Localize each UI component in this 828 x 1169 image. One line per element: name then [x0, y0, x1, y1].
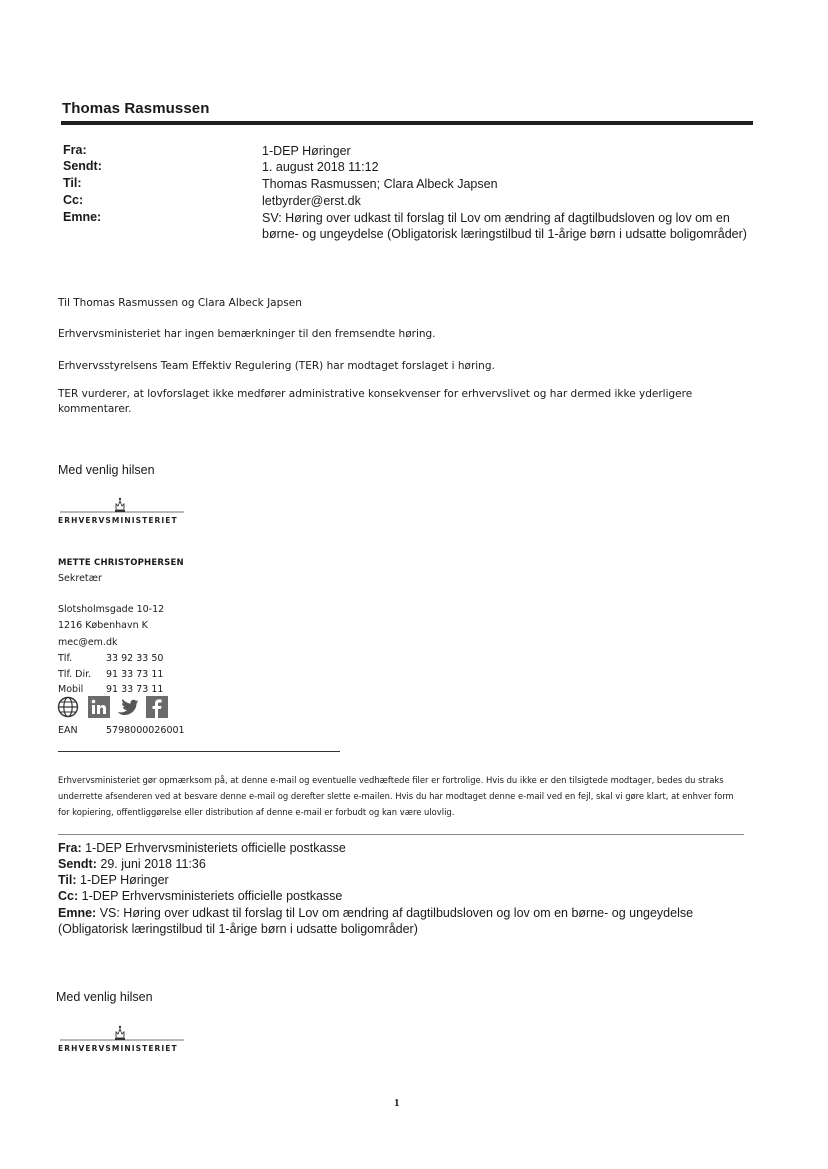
from-label: Fra: — [63, 143, 87, 157]
cc-value: letbyrder@erst.dk — [262, 194, 361, 208]
fwd-sent-label: Sendt: — [58, 857, 97, 871]
signature-role: Sekretær — [58, 573, 102, 584]
ministry-logo — [58, 1022, 188, 1058]
document-title: Thomas Rasmussen — [62, 100, 210, 117]
to-label: Til: — [63, 176, 82, 190]
fwd-to-label: Til: — [58, 873, 77, 887]
fwd-from-line — [58, 841, 346, 857]
signature-street: Slotsholmsgade 10-12 — [58, 604, 165, 615]
title-rule — [61, 121, 753, 125]
subject-value: SV: Høring over udkast til forslag til Lov om ændring af dagtilbudsloven og lov om en børne- og ungeydelse (Obligatorisk læringstilbud til 1-årige børn i udsatte boligområder) — [262, 211, 747, 241]
salutation: Til Thomas Rasmussen og Clara Albeck Japsen — [58, 297, 302, 309]
fwd-sent-value: 29. juni 2018 11:36 — [100, 857, 206, 871]
signature-email[interactable]: mec@em.dk — [58, 637, 118, 648]
ean-label: EAN — [58, 725, 78, 736]
sent-value: 1. august 2018 11:12 — [262, 160, 379, 174]
fwd-to-value: 1-DEP Høringer — [80, 873, 169, 887]
thread-separator — [58, 834, 744, 835]
signature-name: METTE CHRISTOPHERSEN — [58, 558, 184, 568]
crown-icon — [58, 494, 188, 516]
closing-greeting: Med venlig hilsen — [56, 990, 153, 1004]
phone-value: 33 92 33 50 — [106, 653, 164, 664]
fwd-from-label: Fra: — [58, 841, 82, 855]
page-number: 1 — [394, 1097, 400, 1109]
fwd-subject-line — [58, 906, 748, 937]
from-value: 1-DEP Høringer — [262, 144, 351, 158]
fwd-cc-label: Cc: — [58, 889, 79, 903]
body-paragraph: Erhvervsstyrelsens Team Effektiv Regulering (TER) har modtaget forslaget i høring. — [58, 360, 495, 372]
body-paragraph: TER vurderer, at lovforslaget ikke medfører administrative konsekvenser for erhvervslivet og har dermed ikke yderligere kommentarer. — [58, 388, 693, 415]
ean-value: 5798000026001 — [106, 725, 185, 736]
phone-direct-label: Tlf. Dir. — [58, 669, 92, 680]
fwd-cc-value: 1-DEP Erhvervsministeriets officielle postkasse — [81, 889, 343, 903]
fwd-sent-line — [58, 857, 206, 873]
sent-label: Sendt: — [63, 159, 102, 173]
signature-city: 1216 København K — [58, 620, 148, 631]
mobile-value: 91 33 73 11 — [106, 684, 164, 695]
facebook-icon[interactable] — [146, 696, 168, 718]
closing-greeting: Med venlig hilsen — [58, 463, 155, 477]
fwd-from-value: 1-DEP Erhvervsministeriets officielle postkasse — [85, 841, 346, 855]
twitter-icon[interactable] — [116, 696, 138, 718]
ministry-logo — [58, 494, 188, 530]
fwd-cc-line — [58, 889, 342, 905]
fwd-subject-label: Emne: — [58, 906, 97, 920]
crown-icon — [58, 1022, 188, 1044]
logo-wordmark: ERHVERVSMINISTERIET — [58, 1044, 178, 1053]
fwd-subject-value: VS: Høring over udkast til forslag til Lov om ændring af dagtilbudsloven og lov om en børne- og ungeydelse (Obligatorisk læringstilbud til 1-årige børn i udsatte boligområder) — [58, 906, 694, 936]
to-value: Thomas Rasmussen; Clara Albeck Japsen — [262, 177, 498, 191]
globe-icon[interactable] — [57, 696, 79, 718]
phone-label: Tlf. — [58, 653, 73, 664]
phone-direct-value: 91 33 73 11 — [106, 669, 164, 680]
confidentiality-disclaimer: Erhvervsministeriet gør opmærksom på, at denne e-mail og eventuelle vedhæftede filer er fortrolige. Hvis du ikke er den tilsigtede modtager, bedes du straks underrette afsenderen ved at besvare denne e-mail og derefter slette e-mailen. Hvis du har modtaget denne e-mail ved en fejl, skal vi gøre klart, at enhver form for kopiering, offentliggørelse eller distribution af denne e-mail er forbudt og kan være ulovlig. — [58, 775, 734, 817]
logo-wordmark: ERHVERVSMINISTERIET — [58, 516, 178, 525]
linkedin-icon[interactable] — [88, 696, 110, 718]
cc-label: Cc: — [63, 193, 84, 207]
subject-label: Emne: — [63, 210, 102, 224]
mobile-label: Mobil — [58, 684, 84, 695]
fwd-to-line — [58, 873, 169, 889]
body-paragraph: Erhvervsministeriet har ingen bemærkninger til den fremsendte høring. — [58, 328, 436, 340]
signature-rule — [58, 751, 340, 752]
